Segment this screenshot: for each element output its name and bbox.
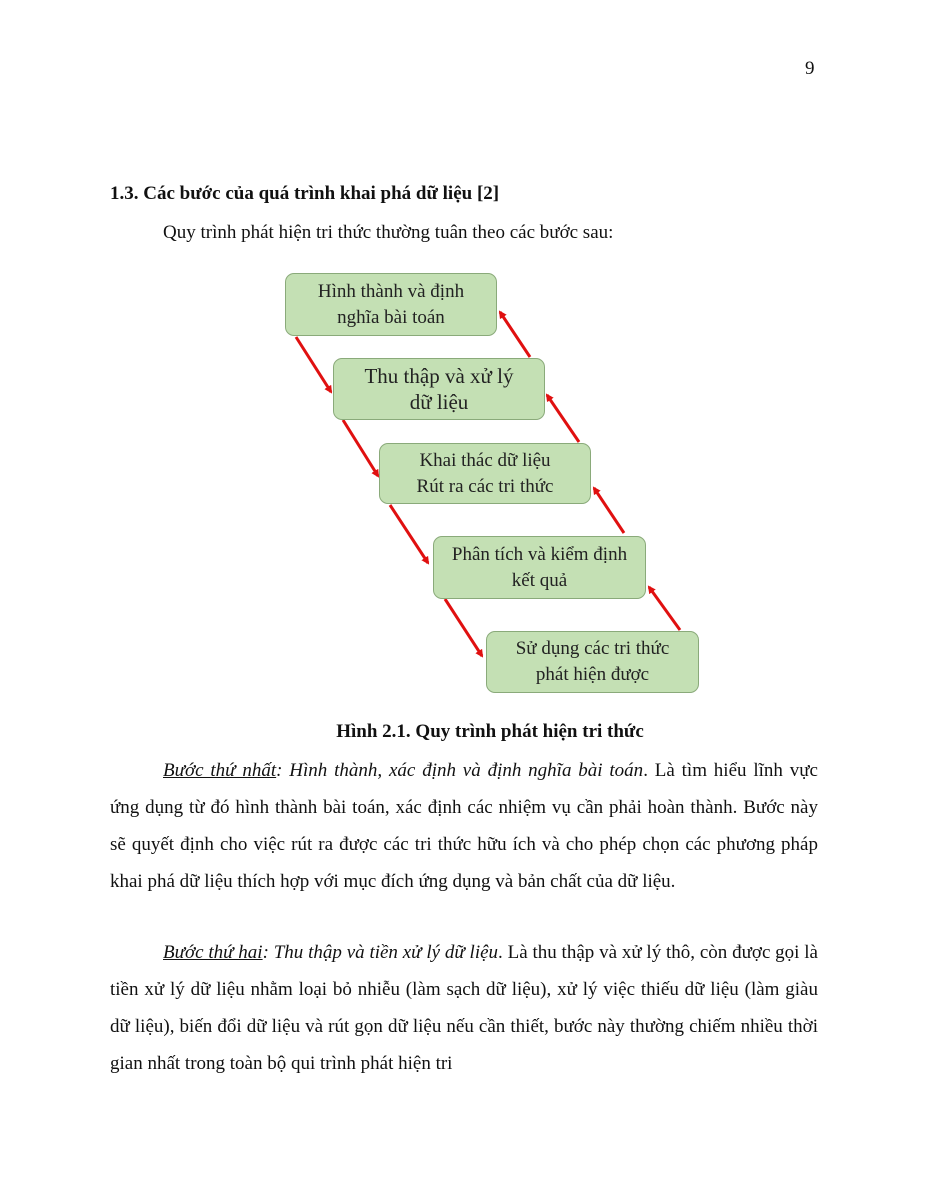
intro-text: Quy trình phát hiện tri thức thường tuân theo các bước sau:: [163, 222, 614, 243]
step-5-line-2: phát hiện được: [535, 664, 650, 685]
arrow-down-3: [390, 505, 428, 563]
arrow-up-1: [500, 312, 530, 357]
step-4-line-2: kết quả: [511, 569, 568, 591]
paragraph-2-title: : Thu thập và tiền xử lý dữ liệu: [262, 942, 499, 963]
step-3-line-1: Khai thác dữ liệu: [419, 449, 551, 471]
section-heading: 1.3. Các bước của quá trình khai phá dữ liệu [2]: [110, 183, 500, 204]
figure-caption: Hình 2.1. Quy trình phát hiện tri thức: [336, 721, 644, 742]
arrow-up-3: [594, 488, 624, 533]
arrow-up-4: [649, 587, 680, 630]
paragraph-1-title: : Hình thành, xác định và định nghĩa bài toán: [276, 760, 644, 781]
step-box-1: [285, 273, 497, 336]
step-1-line-2: nghĩa bài toán: [337, 306, 445, 328]
step-5-line-1: Sử dụng các tri thức: [515, 638, 670, 659]
step-2-line-1: Thu thập và xử lý: [364, 364, 514, 388]
step-2-line-2: dữ liệu: [409, 390, 469, 414]
step-3-line-2: Rút ra các tri thức: [416, 475, 554, 497]
arrow-down-2: [343, 420, 378, 476]
paragraph-2-body: . Là thu thập và xử lý thô, còn được gọi là tiền xử lý dữ liệu nhằm loại bỏ nhiễu (làm sạch dữ liệu), xử lý việc thiếu dữ liệu (làm giàu dữ liệu), biến đổi dữ liệu và rút gọn dữ liệu nếu cần thiết, bước này thường chiếm nhiều thời gian nhất trong toàn bộ qui trình phát hiện tri: [110, 942, 818, 1074]
arrow-up-2: [547, 395, 579, 442]
paragraph-2-lead: Bước thứ hai: [163, 942, 263, 963]
step-box-5: [486, 631, 699, 693]
step-1-line-1: Hình thành và định: [317, 280, 465, 302]
step-box-2: [333, 358, 545, 420]
step-box-3: [379, 443, 591, 504]
step-4-line-1: Phân tích và kiểm định: [451, 543, 628, 565]
arrow-down-1: [296, 337, 331, 392]
paragraph-step-1: [110, 752, 818, 900]
paragraph-1-lead: Bước thứ nhất: [163, 760, 277, 781]
paragraph-step-2: [110, 934, 818, 1082]
step-box-4: [433, 536, 646, 599]
page-number: 9: [805, 58, 815, 79]
paragraph-1-body: . Là tìm hiểu lĩnh vực ứng dụng từ đó hình thành bài toán, xác định các nhiệm vụ cần phải hoàn thành. Bước này sẽ quyết định cho việc rút ra được các tri thức hữu ích và cho phép chọn các phương pháp khai phá dữ liệu thích hợp với mục đích ứng dụng và bản chất của dữ liệu.: [110, 760, 818, 892]
arrow-down-4: [445, 599, 482, 656]
